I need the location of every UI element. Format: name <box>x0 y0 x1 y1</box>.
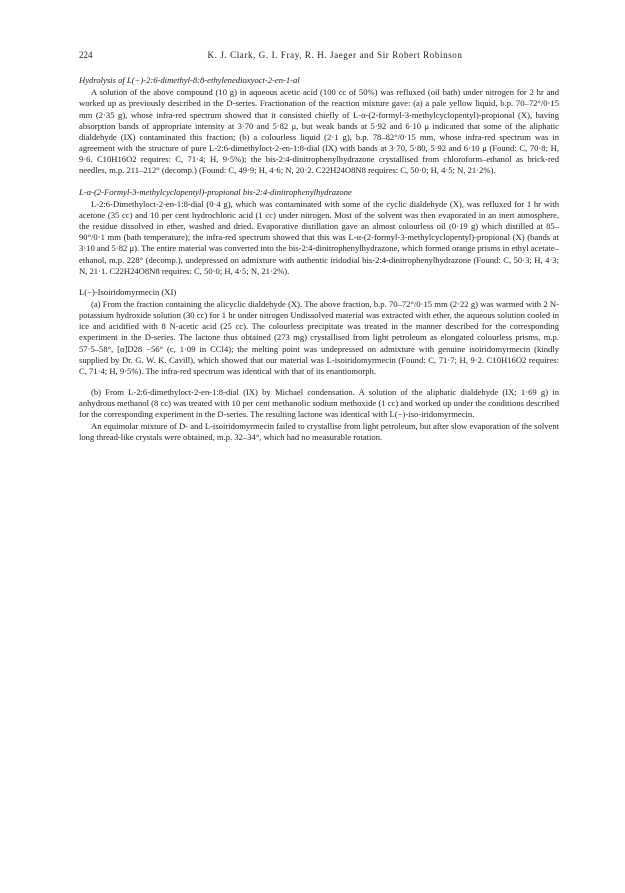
section-isoiridomyrmecin <box>79 287 559 443</box>
section-heading: L(−)-Isoiridomyrmecin (XI) <box>79 286 177 297</box>
paragraph: (a) From the fraction containing the alicyclic dialdehyde (X). The above fraction, b.p. 70–72°/0·15 mm (2·22 g) was warmed with 2 N-potassium hydroxide solution (30 cc) for 1 hr under nitrogen Undissolved material was extracted with ether, the aqueous solution cooled in ice and acidified with 8 N-acetic acid (25 cc). The colourless precipitate was treated in the manner described for the corresponding experiment in the D-series. The lactone thus obtained (273 mg) crystallised from light petroleum as elongated colourless prisms, m.p. 57·5–58°, [α]D28 −56° (c, 1·09 in CCl4); the melting point was undepressed on admixture with genuine isoiridomyrmecin (kindly supplied by Dr. G. W. K. Cavill), which showed that our material was L-isoiridomyrmecin (Found: C, 71·7; H, 9·2. C10H16O2 requires: C, 71·4; H, 9·5%). The infra-red spectrum was identical with that of its enantiomorph. <box>79 298 559 376</box>
paragraph: A solution of the above compound (10 g) in aqueous acetic acid (100 cc of 50%) was refluxed (oil bath) under nitrogen for 2 hr and worked up as previously described in the D-series. Fractionation of the reaction mixture gave: (a) a pale yellow liquid, b.p. 70–72°/0·15 mm (2·35 g), whose infra-red spectrum showed that it consisted chiefly of L-α-(2-formyl-3-methylcyclopentyl)-propional (X), having absorption bands of appropriate intensity at 3·70 and 5·82 μ, but weak bands at 5·92 and 6·10 μ indicated that some of the aliphatic dialdehyde (IX) contaminated this fraction; (b) a colourless liquid (2·1 g), b.p. 78–82°/0·15 mm, whose infra-red spectrum was in agreement with the structure of pure L-2:6-dimethyloct-2-en-1:8-dial (IX) with bands at 3·70, 5·80, 5·92 and 6·10 μ (Found: C, 70·8; H, 9·6. C10H16O2 requires: C, 71·4; H, 9·5%); the bis-2:4-dinitrophenylhydrazone crystallised from chloroform–ethanol as brick-red needles, m.p. 211–212° (decomp.) (Found: C, 49·9; H, 4·6; N, 20·2. C22H24O8N8 requires: C, 50·0; H, 4·5; N, 21·2%). <box>79 87 559 176</box>
paragraph: (b) From L-2:6-dimethyloct-2-en-1:8-dial (IX) by Michael condensation. A solution of the aliphatic dialdehyde (IX; 1·69 g) in anhydrous methanol (8 cc) was treated with 10 per cent methanolic sodium methoxide (1 cc) and worked up under the conditions described for the corresponding experiment in the D-series. The resulting lactone was identical with L(−)-iso-iridomyrmecin. <box>79 387 559 420</box>
paragraph: An equimolar mixture of D- and L-isoiridomyrmecin failed to crystallise from light petroleum, but after slow evaporation of the solvent long thread-like crystals were obtained, m.p. 32–34°, which had no measurable rotation. <box>79 420 559 442</box>
section-propional-derivative <box>79 187 559 277</box>
page-number: 224 <box>79 50 93 60</box>
running-header <box>79 50 559 61</box>
section-heading: Hydrolysis of L(−)-2:6-dimethyl-8:8-ethylenedioxyoct-2-en-1-al <box>79 75 300 86</box>
running-authors: K. J. Clark, G. I. Fray, R. H. Jaeger and Sir Robert Robinson <box>207 50 463 60</box>
section-heading: L-α-(2-Formyl-3-methylcyclopentyl)-propional bis-2:4-dinitrophenylhydrazone <box>79 186 352 197</box>
section-hydrolysis <box>79 75 559 176</box>
paragraph: L-2:6-Dimethyloct-2-en-1:8-dial (0·4 g), which was contaminated with some of the cyclic dialdehyde (X), was refluxed for 1 hr with acetone (35 cc) and 10 per cent hydrochloric acid (1 cc) under nitrogen. Most of the solvent was then evaporated in an inert atmosphere, the residue dissolved in ether, washed and dried. Evaporative distillation gave an almost colourless oil (0·19 g) which distilled at 85–90°/0·1 mm (bath temperature); the infra-red spectrum showed that this was L-α-(2-formyl-3-methylcyclopentyl)-propional (X) (bands at 3·10 and 5·82 μ). The entire material was converted into the bis-2:4-dinitrophenylhydrazone, which formed orange prisms in ethyl acetate–ethanol, m.p. 228° (decomp.), undepressed on admixture with authentic iridodial bis-2:4-dinitrophenylhydrazone (Found: C, 50·3; H, 4·3; N, 21·1. C22H24O8N8 requires: C, 50·0; H, 4·5; N, 21·2%). <box>79 198 559 276</box>
journal-page <box>79 50 559 443</box>
